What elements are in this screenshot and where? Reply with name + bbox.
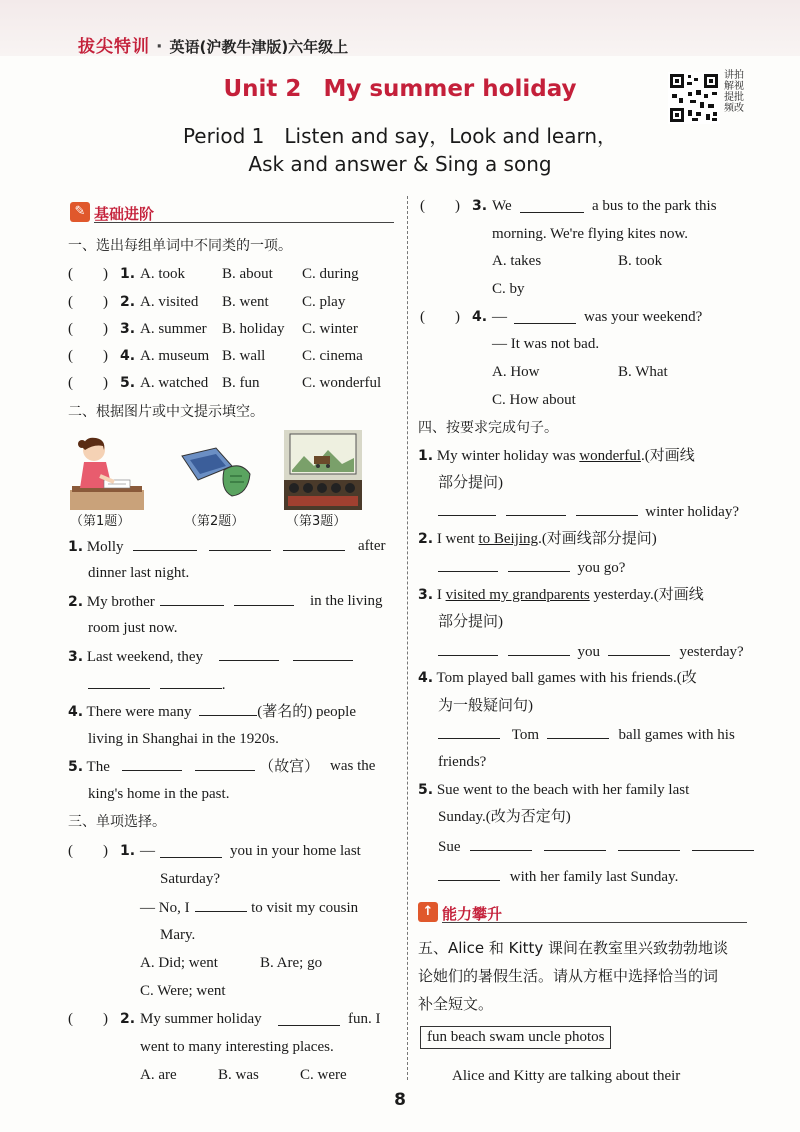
- s3-q2-line2: went to many interesting places.: [140, 1039, 334, 1055]
- answer-paren[interactable]: ( ): [420, 309, 460, 325]
- s4-q1-line2: 部分提问): [438, 475, 503, 491]
- list-item: ( ) 4. A. museum B. wall C. cinema: [68, 348, 363, 364]
- section4-heading: 四、按要求完成句子。: [418, 420, 558, 436]
- answer-paren[interactable]: ( ): [68, 321, 108, 337]
- banner-advance-label: 能力攀升: [442, 905, 503, 923]
- s2-q1-line2: dinner last night.: [88, 565, 190, 581]
- answer-blank[interactable]: [160, 674, 222, 689]
- banner-rule: [94, 222, 394, 223]
- answer-blank[interactable]: [438, 557, 498, 572]
- answer-blank[interactable]: [508, 557, 570, 572]
- answer-blank[interactable]: [506, 501, 566, 516]
- answer-blank[interactable]: [547, 724, 609, 739]
- answer-blank[interactable]: [219, 646, 279, 661]
- answer-blank[interactable]: [608, 641, 670, 656]
- s3-q3-line2: morning. We're flying kites now.: [492, 226, 689, 242]
- answer-blank[interactable]: [283, 536, 345, 551]
- unit-name: My summer holiday: [323, 76, 577, 102]
- caption-1: （第1题）: [70, 514, 131, 529]
- answer-blank[interactable]: [438, 641, 498, 656]
- s2-q2-line1: 2. My brother in the living: [68, 593, 383, 610]
- book-subtitle: 英语(沪教牛津版)六年级上: [169, 38, 349, 56]
- section5-heading-2: 论她们的暑假生活。请从方框中选择恰当的词: [418, 967, 719, 985]
- answer-blank[interactable]: [438, 501, 496, 516]
- s4-q2-line2: you go?: [438, 557, 625, 578]
- column-divider: [407, 196, 408, 1080]
- map-picture: [176, 440, 258, 506]
- brand-separator: ·: [156, 37, 164, 57]
- answer-blank[interactable]: [470, 836, 532, 851]
- s4-q4-line3: Tom ball games with his: [438, 724, 735, 745]
- answer-blank[interactable]: [508, 641, 570, 656]
- s3-q1-line3: — No, I to visit my cousin: [140, 897, 358, 918]
- answer-blank[interactable]: [209, 536, 271, 551]
- answer-blank[interactable]: [692, 836, 754, 851]
- s3-q4-options: A. How B. What: [492, 364, 668, 380]
- s3-q3-option-c: C. by: [492, 281, 525, 297]
- s3-q1-options: A. Did; went B. Are; go: [140, 955, 323, 971]
- period-line-2: Ask and answer & Sing a song: [248, 152, 552, 176]
- s3-q3-options: A. takes B. took: [492, 253, 663, 269]
- s2-q5-line2: king's home in the past.: [88, 786, 230, 802]
- s4-q5-line3: Sue: [438, 836, 754, 857]
- page-number: 8: [394, 1090, 406, 1110]
- period-line-1: Period 1 Listen and say，Look and learn，: [182, 124, 618, 148]
- s4-q3-line1: 3. I visited my grandparents yesterday.(对画线: [418, 587, 704, 603]
- section5-heading-3: 补全短文。: [418, 995, 494, 1013]
- answer-blank[interactable]: [88, 674, 150, 689]
- answer-blank[interactable]: [438, 866, 500, 881]
- answer-blank[interactable]: [160, 591, 224, 606]
- answer-blank[interactable]: [160, 843, 222, 858]
- answer-blank[interactable]: [122, 756, 182, 771]
- s3-q4-line2: — It was not bad.: [492, 336, 600, 352]
- s2-q4-line2: living in Shanghai in the 1920s.: [88, 731, 279, 747]
- s3-q1-option-c: C. Were; went: [140, 983, 226, 999]
- s3-q1-line2: Saturday?: [160, 871, 220, 887]
- answer-blank[interactable]: [514, 309, 576, 324]
- list-item: ( ) 3. A. summer B. holiday C. winter: [68, 321, 358, 337]
- s4-q4-line1: 4. Tom played ball games with his friends.(改: [418, 670, 697, 686]
- answer-blank[interactable]: [544, 836, 606, 851]
- s4-q3-line2: 部分提问): [438, 614, 503, 630]
- answer-blank[interactable]: [133, 536, 197, 551]
- answer-blank[interactable]: [195, 897, 247, 912]
- banner-advance: [418, 900, 753, 926]
- answer-blank[interactable]: [199, 701, 257, 716]
- s4-q2-line1: 2. I went to Beijing.(对画线部分提问): [418, 531, 657, 547]
- section5-passage: Alice and Kitty are talking about their: [452, 1068, 681, 1084]
- unit-number: Unit 2: [223, 76, 302, 102]
- s4-q1-line1: 1. My winter holiday was wonderful.(对画线: [418, 448, 695, 464]
- s3-q1-line1: ( ) 1. — you in your home last: [68, 843, 361, 859]
- s4-q3-line3: you yesterday?: [438, 641, 744, 662]
- s3-q2-line1: ( ) 2. My summer holiday fun. I: [68, 1011, 381, 1027]
- book-brand: [78, 32, 348, 57]
- answer-blank[interactable]: [438, 724, 500, 739]
- banner-rule: [442, 922, 747, 923]
- answer-blank[interactable]: [618, 836, 680, 851]
- word-box: fun beach swam uncle photos: [420, 1026, 611, 1049]
- s4-q5-line2: Sunday.(改为否定句): [438, 809, 571, 825]
- s4-q5-line1: 5. Sue went to the beach with her family last: [418, 782, 690, 798]
- section2-heading: 二、根据图片或中文提示填空。: [68, 404, 264, 420]
- section1-heading: 一、选出每组单词中不同类的一项。: [68, 238, 292, 254]
- caption-2: （第2题）: [184, 514, 245, 529]
- s2-q2-line2: room just now.: [88, 620, 178, 636]
- s4-q1-line3: winter holiday?: [438, 501, 739, 522]
- qr-side-text: 讲拍解视提批频改: [724, 70, 744, 114]
- answer-paren[interactable]: ( ): [68, 1011, 108, 1027]
- brand-name: 拔尖特训: [78, 37, 150, 57]
- list-item: ( ) 2. A. visited B. went C. play: [68, 294, 346, 310]
- section5-heading-1: 五、Alice 和 Kitty 课间在教室里兴致勃勃地谈: [418, 939, 729, 957]
- s2-q1-line1: 1. Molly after: [68, 538, 386, 555]
- answer-paren[interactable]: ( ): [68, 348, 108, 364]
- answer-paren[interactable]: ( ): [68, 843, 108, 859]
- answer-blank[interactable]: [576, 501, 638, 516]
- banner-basic-label: 基础进阶: [94, 205, 155, 223]
- list-item: ( ) 5. A. watched B. fun C. wonderful: [68, 375, 382, 391]
- s4-q4-line4: friends?: [438, 754, 487, 770]
- s3-q4-line1: ( ) 4. — was your weekend?: [420, 309, 703, 325]
- answer-paren[interactable]: ( ): [420, 198, 460, 214]
- answer-paren[interactable]: ( ): [68, 294, 108, 310]
- answer-blank[interactable]: [234, 591, 294, 606]
- answer-blank[interactable]: [278, 1011, 340, 1026]
- answer-paren[interactable]: ( ): [68, 266, 108, 282]
- s3-q2-options: A. are B. was C. were: [140, 1067, 347, 1083]
- s4-q5-line4: with her family last Sunday.: [438, 866, 678, 887]
- cinema-picture: [284, 430, 362, 510]
- ability-icon: ↑: [418, 902, 438, 922]
- s2-q3-line2: .: [88, 674, 226, 695]
- caption-3: （第3题）: [286, 514, 347, 529]
- section3-heading: 三、单项选择。: [68, 814, 166, 830]
- s2-q3-line1: 3. Last weekend, they: [68, 646, 353, 667]
- s2-q5-line1: 5. The （故宫） was the: [68, 758, 376, 775]
- banner-basic: [70, 200, 400, 226]
- answer-paren[interactable]: ( ): [68, 375, 108, 391]
- answer-blank[interactable]: [195, 756, 255, 771]
- s3-q3-line1: ( ) 3. We a bus to the park this: [420, 198, 717, 214]
- s3-q4-option-c: C. How about: [492, 392, 576, 408]
- list-item: ( ) 1. A. took B. about C. during: [68, 266, 359, 282]
- qr-code-icon[interactable]: [668, 72, 720, 124]
- pencil-icon: ✎: [70, 202, 90, 222]
- s4-q4-line2: 为一般疑问句): [438, 698, 533, 714]
- s3-q1-line4: Mary.: [160, 927, 196, 943]
- answer-blank[interactable]: [520, 198, 584, 213]
- s2-q4-line1: 4. There were many (著名的) people: [68, 701, 356, 722]
- answer-blank[interactable]: [293, 646, 353, 661]
- girl-writing-picture: [70, 432, 144, 510]
